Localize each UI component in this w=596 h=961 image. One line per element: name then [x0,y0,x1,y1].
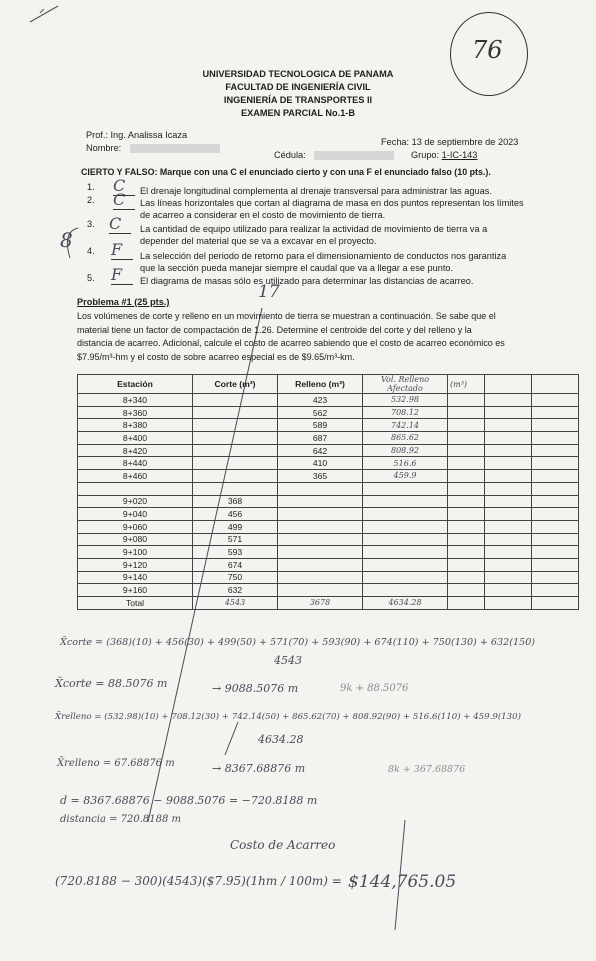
xrelleno-equation: X̄relleno = (532.98)(10) + 708.12(30) + 742.14(50) + 865.62(70) + 808.92(90) + 516.6(110) + 459.9(130) [55,712,521,722]
cell-corte: 674 [193,558,278,571]
cell-corte [193,444,278,457]
table-row [78,584,579,597]
distance-equation: d = 8367.68876 − 9088.5076 = −720.8188 m [60,794,318,807]
xcorte-denominator: 4543 [274,654,302,667]
table-row [78,457,579,470]
cell-relleno: 365 [278,470,363,483]
university-title: UNIVERSIDAD TECNOLOGICA DE PANAMA [202,69,394,79]
table-row [78,394,579,407]
col-blank [532,375,579,394]
xrelleno-note: 8k + 367.68876 [388,764,466,775]
cell-corte [193,457,278,470]
table-header-row [78,375,579,394]
problem1-title: Problema #1 (25 pts.) [77,297,170,307]
col-estacion: Estación [78,375,193,394]
cell-estacion: 8+440 [78,457,193,470]
total-afectado: 4634.28 [363,597,448,610]
col-corte: Corte (m³) [193,375,278,394]
problem1-statement [77,310,596,364]
table-row [78,533,579,546]
cell-relleno: 562 [278,406,363,419]
table-row [78,406,579,419]
program-title: INGENIERÍA DE TRANSPORTES II [223,95,373,105]
cell-estacion: 9+060 [78,520,193,533]
table-row [78,432,579,445]
cell-estacion: 9+120 [78,558,193,571]
cell-corte [193,470,278,483]
table-row [78,495,579,508]
tf-answer[interactable]: F [111,265,133,285]
table-total-row [78,597,579,610]
cost-title: Costo de Acarreo [230,838,336,852]
tf-text: Las líneas horizontales que cortan al diagrama de masa en dos puntos representan los límites [140,198,524,208]
section1-title: CIERTO Y FALSO: Marque con una C el enunciado cierto y con una F el enunciado falso (10 pts.). [81,167,491,177]
tf-num: 5. [87,273,95,283]
cell-afectado: 532.98 [363,394,448,407]
cell-estacion: 8+420 [78,444,193,457]
total-corte: 4543 [193,597,278,610]
cell-estacion: 9+040 [78,508,193,521]
tf-text: El diagrama de masas sólo es utilizado para determinar las distancias de acarreo. [140,276,474,286]
tf-text: El drenaje longitudinal complementa al drenaje transversal para administrar las aguas. [140,186,492,196]
cell-afectado: 708.12 [363,406,448,419]
cell-afectado: 516.6 [363,457,448,470]
table-row [78,470,579,483]
cell-corte: 456 [193,508,278,521]
tf-num: 1. [87,182,95,192]
table-row [78,571,579,584]
cell-afectado: 865.62 [363,432,448,445]
cell-corte: 499 [193,520,278,533]
statement-line: distancia de acarreo. Adicional, calcule el costo de acarreo sabiendo que el costo de acarreo económico es [77,338,505,348]
tf-num: 3. [87,219,95,229]
col-relleno: Relleno (m³) [278,375,363,394]
statement-line: $7.95/m³-hm y el costo de sobre acarreo especial es de $9.65/m³-km. [77,351,355,362]
cell-corte: 571 [193,533,278,546]
group-label: Grupo: [411,150,440,160]
tf-text: La selección del periodo de retorno para el dimensionamiento de conductos nos garantiza [140,251,507,261]
tf-answer[interactable]: C [113,176,135,196]
cedula-label [274,150,394,160]
cell-estacion: 9+100 [78,546,193,559]
cell-relleno: 589 [278,419,363,432]
cell-estacion: 9+160 [78,584,193,597]
table-row [78,546,579,559]
name-redaction [130,144,220,153]
cell-estacion: 8+460 [78,470,193,483]
col-unit: (m³) [448,375,485,394]
name-label [86,143,220,153]
xrelleno-denominator: 4634.28 [258,733,304,746]
problem1-score: 17 [258,282,280,302]
exam-title: EXAMEN PARCIAL No.1-B [241,108,355,118]
cell-corte [193,394,278,407]
table-spacer-row [78,482,579,495]
cell-corte: 632 [193,584,278,597]
tf-text-cont: de acarreo a considerar en el costo de movimiento de tierra. [140,210,386,220]
cell-corte [193,419,278,432]
cost-equation: (720.8188 − 300)(4543)($7.95)(1hm / 100m) = [55,874,342,888]
tf-answer[interactable]: F [111,240,133,260]
group-line [411,150,477,160]
xcorte-equation: X̄corte = (368)(10) + 456(30) + 499(50) + 571(70) + 593(90) + 674(110) + 750(130) + 632(150) [60,637,536,648]
tf-num: 2. [87,195,95,205]
xcorte-note: 9k + 88.5076 [340,683,409,694]
cell-estacion: 8+360 [78,406,193,419]
cell-estacion: 8+340 [78,394,193,407]
tf-num: 4. [87,246,95,256]
table-row [78,508,579,521]
cell-relleno: 642 [278,444,363,457]
cell-relleno: 687 [278,432,363,445]
cell-relleno: 410 [278,457,363,470]
xrelleno-result: X̄relleno = 67.68876 m [57,758,175,769]
xcorte-station: → 9088.5076 m [212,682,299,695]
cedula-redaction [314,151,394,160]
cell-relleno: 423 [278,394,363,407]
tf-answer[interactable]: C [113,190,135,210]
cell-corte: 593 [193,546,278,559]
col-afectado: Vol. Relleno Afectado [363,375,448,394]
name-label-text: Nombre: [86,143,122,153]
cell-corte: 750 [193,571,278,584]
table-row [78,558,579,571]
cell-estacion: 9+080 [78,533,193,546]
professor-line: Prof.: Ing. Analissa Icaza [86,130,188,140]
cell-corte [193,406,278,419]
cell-corte [193,432,278,445]
table-row [78,444,579,457]
date-line: Fecha: 13 de septiembre de 2023 [381,137,519,147]
cell-estacion: 8+380 [78,419,193,432]
xcorte-result: X̄corte = 88.5076 m [55,677,168,690]
cost-total: $144,765.05 [348,872,457,892]
group-value: 1-IC-143 [441,150,478,160]
total-relleno: 3678 [278,597,363,610]
tf-text-cont: depender del material que se va a excavar en el proyecto. [140,236,377,246]
xrelleno-station: → 8367.68876 m [212,762,306,775]
cell-afectado: 742.14 [363,419,448,432]
statement-line: material tiene un factor de compactación de 1.26. Determine el centroide del corte y del relleno y la [77,324,472,335]
cell-afectado: 459.9 [363,470,448,483]
distance-result: distancia = 720.8188 m [60,814,182,825]
section1-side-mark: 8 [60,228,73,252]
table-row [78,520,579,533]
cell-corte: 368 [193,495,278,508]
cell-estacion: 9+140 [78,571,193,584]
tf-text: La cantidad de equipo utilizado para realizar la actividad de movimiento de tierra va a [140,224,488,234]
grade-score: 76 [472,36,503,64]
col-blank [485,375,532,394]
total-label: Total [78,597,193,610]
table-row [78,419,579,432]
faculty-title: FACULTAD DE INGENIERÍA CIVIL [225,82,371,92]
cell-estacion: 8+400 [78,432,193,445]
tf-answer[interactable]: C [109,214,131,234]
statement-line: Los volúmenes de corte y relleno en un movimiento de tierra se muestran a continuación. Se sabe que el [77,311,496,321]
tf-text-cont: que la sección pueda manejar siempre el caudal que va a llegar a ese punto. [140,263,454,273]
cell-estacion: 9+020 [78,495,193,508]
cedula-label-text: Cédula: [274,150,306,160]
volumes-table [77,374,579,610]
cell-afectado: 808.92 [363,444,448,457]
